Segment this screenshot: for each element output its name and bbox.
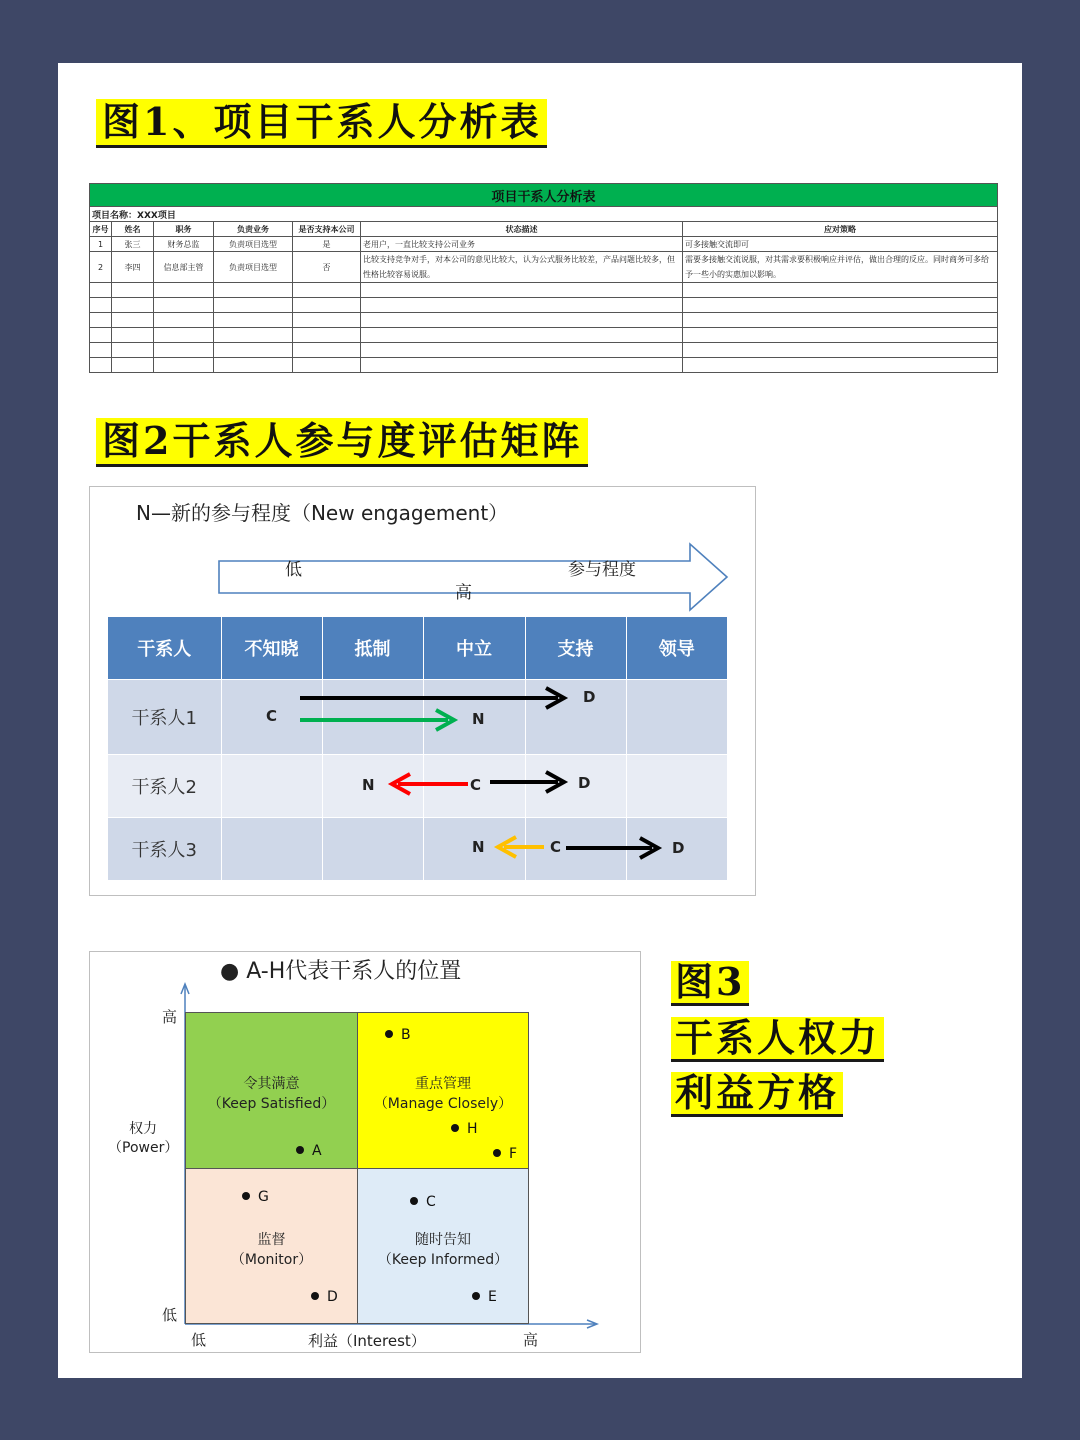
- empty-row: [90, 358, 998, 373]
- x-low-label: 低: [191, 1331, 207, 1349]
- arrow-low-label: 低: [285, 560, 302, 580]
- engagement-subtitle: N—新的参与程度（New engagement）: [136, 501, 509, 525]
- col-header: 支持: [525, 617, 626, 680]
- cell: 需要多接触交流说服，对其需求要积极响应并评估，做出合理的反应。同时商务可多给予一些小的实惠加以影响。: [683, 252, 998, 283]
- y-high-label: 高: [162, 1008, 178, 1026]
- table-header-row: [90, 222, 998, 237]
- col-header: 职务: [154, 222, 214, 237]
- col-header: 应对策略: [683, 222, 998, 237]
- quadrant-keep-informed: [357, 1168, 529, 1324]
- s1-current-marker: C: [266, 707, 278, 725]
- s2-current-marker: C: [470, 776, 482, 794]
- s2-new-marker: N: [362, 776, 375, 794]
- quadrant-subtitle: （Keep Informed）: [377, 1252, 509, 1268]
- s3-new-marker: N: [472, 838, 485, 856]
- table-row: [90, 252, 998, 283]
- point-b: B: [385, 1027, 411, 1043]
- quadrant-title: 随时告知: [415, 1232, 471, 1248]
- stakeholder-label: 干系人1: [108, 680, 221, 755]
- point-d: D: [311, 1289, 338, 1305]
- cell: 可多接触交流即可: [683, 237, 998, 252]
- cell: 负责项目选型: [214, 237, 293, 252]
- stakeholder-analysis-table: [89, 183, 998, 373]
- cell: 2: [90, 252, 112, 283]
- bullet-icon: ●: [220, 959, 240, 984]
- cell: 张三: [112, 237, 154, 252]
- point-h: H: [451, 1121, 478, 1137]
- table-row: [90, 237, 998, 252]
- empty-row: [90, 313, 998, 328]
- col-header: 领导: [626, 617, 727, 680]
- empty-row: [90, 343, 998, 358]
- s3-desired-marker: D: [672, 839, 685, 857]
- quadrant-subtitle: （Manage Closely）: [373, 1096, 513, 1112]
- power-interest-grid-figure: [89, 951, 641, 1353]
- quadrant-subtitle: （Monitor）: [230, 1252, 313, 1268]
- quadrant-title: 重点管理: [415, 1076, 471, 1092]
- cell: 李四: [112, 252, 154, 283]
- cell: 1: [90, 237, 112, 252]
- quadrant-keep-satisfied: [185, 1012, 358, 1169]
- s2-desired-marker: D: [578, 774, 591, 792]
- cell: 负责项目选型: [214, 252, 293, 283]
- project-name: 项目名称：XXX项目: [90, 207, 998, 222]
- quadrant-title: 令其满意: [243, 1076, 300, 1092]
- cell: 财务总监: [154, 237, 214, 252]
- x-high-label: 高: [523, 1331, 539, 1349]
- cell: 比较支持竞争对手，对本公司的意见比较大，认为公式服务比较差，产品问题比较多，但性格比较容易说服。: [361, 252, 683, 283]
- col-header: 中立: [423, 617, 525, 680]
- arrow-high-label: 高: [455, 583, 472, 603]
- quadrant-subtitle: （Keep Satisfied）: [207, 1096, 336, 1112]
- empty-row: [90, 283, 998, 298]
- col-header: 负责业务: [214, 222, 293, 237]
- cell: 老用户，一直比较支持公司业务: [361, 237, 683, 252]
- y-axis-label: [108, 1120, 178, 1158]
- col-header: 状态描述: [361, 222, 683, 237]
- empty-row: [90, 298, 998, 313]
- quadrant-title: 监督: [257, 1232, 286, 1248]
- point-e: E: [472, 1289, 497, 1305]
- cell: 是: [293, 237, 361, 252]
- y-axis-subtitle: （Power）: [108, 1140, 179, 1156]
- empty-row: [90, 328, 998, 343]
- fig2-title: 图2干系人参与度评估矩阵: [96, 418, 588, 467]
- col-header: 抵制: [322, 617, 423, 680]
- arrow-engagement-label: 参与程度: [568, 560, 636, 580]
- y-low-label: 低: [162, 1306, 178, 1324]
- fig3-title-line1: 图3: [671, 961, 749, 1006]
- x-axis-label: 利益（Interest）: [308, 1332, 426, 1350]
- fig3-title-line3: 利益方格: [671, 1072, 843, 1117]
- engagement-matrix-figure: [89, 486, 756, 896]
- cell: 否: [293, 252, 361, 283]
- cell: 信息部主管: [154, 252, 214, 283]
- s1-desired-marker: D: [583, 688, 596, 706]
- sheet-title: 项目干系人分析表: [90, 184, 998, 207]
- engagement-arrows: [90, 487, 755, 895]
- col-header: 姓名: [112, 222, 154, 237]
- stakeholder-label: 干系人2: [108, 755, 221, 818]
- col-header: 不知晓: [221, 617, 322, 680]
- point-g: G: [242, 1189, 269, 1205]
- point-c: C: [410, 1194, 436, 1210]
- fig1-title: 图1、项目干系人分析表: [96, 99, 547, 148]
- s3-current-marker: C: [550, 838, 562, 856]
- col-header: 是否支持本公司: [293, 222, 361, 237]
- s1-new-marker: N: [472, 710, 485, 728]
- fig3-title-line2: 干系人权力: [671, 1017, 884, 1062]
- point-f: F: [493, 1146, 517, 1162]
- col-header: 干系人: [108, 617, 221, 680]
- point-a: A: [296, 1143, 322, 1159]
- stakeholder-label: 干系人3: [108, 818, 221, 881]
- col-header: 序号: [90, 222, 112, 237]
- y-axis-title: 权力: [129, 1121, 158, 1137]
- bullet-text: A-H代表干系人的位置: [246, 959, 462, 984]
